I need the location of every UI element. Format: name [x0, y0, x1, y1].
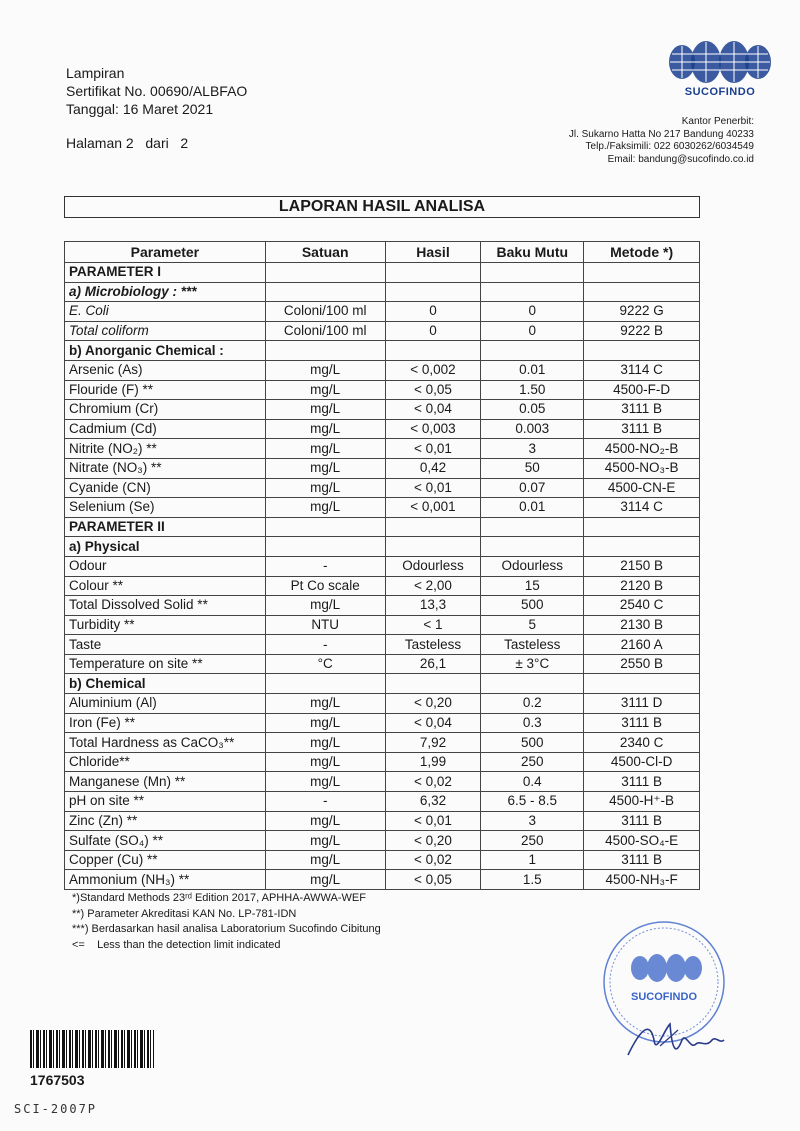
cell-satuan: NTU — [265, 615, 385, 635]
table-row — [65, 400, 700, 420]
cell-baku-mutu — [481, 263, 584, 283]
cell-metode: 2540 C — [584, 596, 700, 616]
cell-baku-mutu: 5 — [481, 615, 584, 635]
cell-satuan: mg/L — [265, 850, 385, 870]
cell-satuan: mg/L — [265, 419, 385, 439]
cell-satuan — [265, 537, 385, 557]
cell-hasil — [385, 537, 481, 557]
cell-satuan: mg/L — [265, 380, 385, 400]
table-row — [65, 850, 700, 870]
cell-baku-mutu — [481, 674, 584, 694]
table-row — [65, 772, 700, 792]
cell-baku-mutu: 0.05 — [481, 400, 584, 420]
cell-metode: 3114 C — [584, 360, 700, 380]
footnote-detection-limit: <= Less than the detection limit indicated — [72, 938, 281, 951]
cell-parameter: b) Chemical — [65, 674, 266, 694]
cell-baku-mutu — [481, 282, 584, 302]
cell-hasil: 26,1 — [385, 654, 481, 674]
cell-parameter: Flouride (F) ** — [65, 380, 266, 400]
cell-satuan: mg/L — [265, 400, 385, 420]
office-address: Jl. Sukarno Hatta No 217 Bandung 40233 — [568, 128, 754, 140]
cell-satuan: mg/L — [265, 811, 385, 831]
cell-hasil: < 0,20 — [385, 694, 481, 714]
header-lampiran: Lampiran — [66, 65, 125, 81]
table-row — [65, 419, 700, 439]
cell-metode: 3111 B — [584, 850, 700, 870]
cell-satuan: Coloni/100 ml — [265, 302, 385, 322]
cell-baku-mutu: 0 — [481, 321, 584, 341]
cell-metode: 3111 B — [584, 811, 700, 831]
cell-parameter: Chloride** — [65, 752, 266, 772]
footnote-accreditation: **) Parameter Akreditasi KAN No. LP-781-IDN — [72, 907, 297, 920]
cell-baku-mutu: 15 — [481, 576, 584, 596]
cell-hasil: < 0,05 — [385, 870, 481, 890]
cell-parameter: b) Anorganic Chemical : — [65, 341, 266, 361]
cell-parameter: Odour — [65, 556, 266, 576]
cell-metode: 3111 D — [584, 694, 700, 714]
cell-parameter: Nitrite (NO₂) ** — [65, 439, 266, 459]
cell-metode: 4500-H⁺-B — [584, 792, 700, 812]
table-row — [65, 811, 700, 831]
cell-metode: 2550 B — [584, 654, 700, 674]
cell-baku-mutu: 250 — [481, 831, 584, 851]
office-label: Kantor Penerbit: — [681, 116, 754, 127]
cell-parameter: PARAMETER II — [65, 517, 266, 537]
cell-hasil: < 0,20 — [385, 831, 481, 851]
cell-parameter: Arsenic (As) — [65, 360, 266, 380]
cell-satuan — [265, 282, 385, 302]
footnote-standard: *)Standard Methods 23ʳᵈ Edition 2017, APHHA-AWWA-WEF — [72, 892, 366, 904]
cell-metode: 2160 A — [584, 635, 700, 655]
cell-metode: 3111 B — [584, 713, 700, 733]
cell-baku-mutu: 6.5 - 8.5 — [481, 792, 584, 812]
cell-satuan: mg/L — [265, 733, 385, 753]
cell-parameter: Total Dissolved Solid ** — [65, 596, 266, 616]
table-row — [65, 733, 700, 753]
cell-metode: 3114 C — [584, 498, 700, 518]
cell-baku-mutu: 500 — [481, 596, 584, 616]
cell-metode: 2120 B — [584, 576, 700, 596]
cell-baku-mutu — [481, 537, 584, 557]
cell-parameter: Aluminium (Al) — [65, 694, 266, 714]
cell-parameter: Cadmium (Cd) — [65, 419, 266, 439]
report-title: LAPORAN HASIL ANALISA — [64, 196, 700, 218]
cell-parameter: Taste — [65, 635, 266, 655]
footnotes — [72, 891, 381, 953]
cell-hasil — [385, 282, 481, 302]
cell-satuan: mg/L — [265, 772, 385, 792]
table-row — [65, 654, 700, 674]
cell-hasil: 1,99 — [385, 752, 481, 772]
certificate-date: Tanggal: 16 Maret 2021 — [66, 101, 214, 117]
table-row — [65, 458, 700, 478]
cell-satuan: mg/L — [265, 713, 385, 733]
cell-metode: 9222 G — [584, 302, 700, 322]
cell-hasil: Odourless — [385, 556, 481, 576]
cell-hasil: < 0,04 — [385, 713, 481, 733]
cell-metode — [584, 282, 700, 302]
cell-satuan — [265, 674, 385, 694]
cell-parameter: Iron (Fe) ** — [65, 713, 266, 733]
col-satuan: Satuan — [265, 242, 385, 263]
signature-icon — [620, 1010, 730, 1065]
certificate-number: Sertifikat No. 00690/ALBFAO — [66, 83, 248, 99]
footnote-lab: ***) Berdasarkan hasil analisa Laboratorium Sucofindo Cibitung — [72, 923, 381, 935]
cell-parameter: Manganese (Mn) ** — [65, 772, 266, 792]
cell-hasil: < 0,02 — [385, 850, 481, 870]
cell-parameter: E. Coli — [65, 302, 266, 322]
table-section-row — [65, 674, 700, 694]
table-row — [65, 615, 700, 635]
cell-baku-mutu: 0 — [481, 302, 584, 322]
cell-satuan: mg/L — [265, 752, 385, 772]
cell-baku-mutu: 0.07 — [481, 478, 584, 498]
office-phone: Telp./Faksimili: 022 6030262/6034549 — [585, 141, 754, 152]
cell-metode — [584, 263, 700, 283]
table-row — [65, 439, 700, 459]
cell-baku-mutu: 1 — [481, 850, 584, 870]
table-row — [65, 360, 700, 380]
cell-parameter: Zinc (Zn) ** — [65, 811, 266, 831]
cell-satuan: - — [265, 792, 385, 812]
cell-parameter: PARAMETER I — [65, 263, 266, 283]
cell-hasil: < 0,01 — [385, 439, 481, 459]
cell-metode — [584, 674, 700, 694]
cell-metode: 4500-F-D — [584, 380, 700, 400]
cell-hasil: Tasteless — [385, 635, 481, 655]
cell-baku-mutu — [481, 517, 584, 537]
analysis-table — [64, 241, 700, 890]
cell-metode: 3111 B — [584, 419, 700, 439]
cell-hasil: < 0,05 — [385, 380, 481, 400]
table-section-row — [65, 341, 700, 361]
cell-parameter: pH on site ** — [65, 792, 266, 812]
cell-satuan: mg/L — [265, 439, 385, 459]
cell-metode: 4500-NH₃-F — [584, 870, 700, 890]
cell-metode: 2130 B — [584, 615, 700, 635]
cell-satuan: mg/L — [265, 498, 385, 518]
cell-hasil: 6,32 — [385, 792, 481, 812]
cell-parameter: a) Microbiology : *** — [65, 282, 266, 302]
cell-metode: 4500-CN-E — [584, 478, 700, 498]
table-row — [65, 478, 700, 498]
cell-hasil: < 0,01 — [385, 811, 481, 831]
cell-baku-mutu — [481, 341, 584, 361]
document-header — [66, 64, 247, 152]
cell-hasil: < 0,01 — [385, 478, 481, 498]
cell-metode: 2340 C — [584, 733, 700, 753]
table-header-row — [65, 242, 700, 263]
cell-hasil: 13,3 — [385, 596, 481, 616]
cell-hasil: < 2,00 — [385, 576, 481, 596]
cell-metode: 2150 B — [584, 556, 700, 576]
cell-baku-mutu: 3 — [481, 439, 584, 459]
cell-metode: 4500-Cl-D — [584, 752, 700, 772]
cell-satuan: mg/L — [265, 596, 385, 616]
cell-parameter: Cyanide (CN) — [65, 478, 266, 498]
cell-baku-mutu: 500 — [481, 733, 584, 753]
cell-baku-mutu: 1.5 — [481, 870, 584, 890]
cell-baku-mutu: 3 — [481, 811, 584, 831]
table-row — [65, 713, 700, 733]
cell-baku-mutu: 1.50 — [481, 380, 584, 400]
cell-metode — [584, 341, 700, 361]
cell-satuan: mg/L — [265, 831, 385, 851]
cell-baku-mutu: Odourless — [481, 556, 584, 576]
cell-hasil: < 0,02 — [385, 772, 481, 792]
table-row — [65, 831, 700, 851]
cell-satuan: mg/L — [265, 694, 385, 714]
cell-baku-mutu: 0.3 — [481, 713, 584, 733]
cell-satuan: Coloni/100 ml — [265, 321, 385, 341]
table-row — [65, 556, 700, 576]
cell-baku-mutu: ± 3°C — [481, 654, 584, 674]
cell-hasil: 7,92 — [385, 733, 481, 753]
cell-hasil: 0 — [385, 302, 481, 322]
cell-metode: 4500-NO₂-B — [584, 439, 700, 459]
cell-satuan: - — [265, 556, 385, 576]
cell-parameter: Turbidity ** — [65, 615, 266, 635]
cell-hasil: < 0,002 — [385, 360, 481, 380]
cell-hasil: < 0,001 — [385, 498, 481, 518]
table-section-row — [65, 517, 700, 537]
cell-hasil: < 1 — [385, 615, 481, 635]
cell-satuan — [265, 341, 385, 361]
table-row — [65, 576, 700, 596]
cell-parameter: Sulfate (SO₄) ** — [65, 831, 266, 851]
cell-satuan: mg/L — [265, 478, 385, 498]
cell-satuan: °C — [265, 654, 385, 674]
table-row — [65, 498, 700, 518]
table-row — [65, 380, 700, 400]
cell-parameter: Temperature on site ** — [65, 654, 266, 674]
table-row — [65, 596, 700, 616]
table-row — [65, 792, 700, 812]
logo-wordmark: SUCOFINDO — [684, 86, 756, 98]
cell-parameter: Chromium (Cr) — [65, 400, 266, 420]
cell-parameter: Copper (Cu) ** — [65, 850, 266, 870]
table-section-row — [65, 263, 700, 283]
cell-satuan: mg/L — [265, 360, 385, 380]
cell-hasil — [385, 341, 481, 361]
barcode-icon — [30, 1030, 154, 1068]
cell-hasil: 0 — [385, 321, 481, 341]
cell-satuan: Pt Co scale — [265, 576, 385, 596]
cell-satuan: - — [265, 635, 385, 655]
table-body — [65, 263, 700, 890]
cell-metode: 3111 B — [584, 400, 700, 420]
table-row — [65, 635, 700, 655]
cell-baku-mutu: 0.003 — [481, 419, 584, 439]
cell-parameter: Colour ** — [65, 576, 266, 596]
cell-metode: 4500-NO₃-B — [584, 458, 700, 478]
table-row — [65, 302, 700, 322]
table-row — [65, 870, 700, 890]
cell-baku-mutu: 0.01 — [481, 498, 584, 518]
cell-hasil: < 0,04 — [385, 400, 481, 420]
col-baku-mutu: Baku Mutu — [481, 242, 584, 263]
form-code: SCI-2007P — [14, 1102, 98, 1116]
col-hasil: Hasil — [385, 242, 481, 263]
cell-hasil: < 0,003 — [385, 419, 481, 439]
table-row — [65, 321, 700, 341]
cell-satuan — [265, 517, 385, 537]
cell-hasil — [385, 674, 481, 694]
cell-baku-mutu: 0.4 — [481, 772, 584, 792]
cell-hasil — [385, 517, 481, 537]
cell-parameter: Ammonium (NH₃) ** — [65, 870, 266, 890]
cell-metode: 3111 B — [584, 772, 700, 792]
table-section-row — [65, 282, 700, 302]
table-section-row — [65, 537, 700, 557]
cell-hasil: 0,42 — [385, 458, 481, 478]
issuing-office — [569, 116, 754, 166]
col-metode: Metode *) — [584, 242, 700, 263]
cell-parameter: Total coliform — [65, 321, 266, 341]
cell-metode — [584, 517, 700, 537]
table-row — [65, 752, 700, 772]
office-email: Email: bandung@sucofindo.co.id — [607, 153, 754, 165]
cell-metode: 4500-SO₄-E — [584, 831, 700, 851]
cell-metode: 9222 B — [584, 321, 700, 341]
cell-baku-mutu: 0.01 — [481, 360, 584, 380]
cell-satuan: mg/L — [265, 870, 385, 890]
cell-parameter: a) Physical — [65, 537, 266, 557]
cell-metode — [584, 537, 700, 557]
col-parameter: Parameter — [65, 242, 266, 263]
cell-satuan — [265, 263, 385, 283]
stamp-wordmark: SUCOFINDO — [631, 991, 697, 1003]
barcode-number: 1767503 — [30, 1072, 85, 1088]
cell-baku-mutu: 0.2 — [481, 694, 584, 714]
cell-baku-mutu: Tasteless — [481, 635, 584, 655]
page-indicator: Halaman 2 dari 2 — [66, 135, 189, 151]
cell-parameter: Selenium (Se) — [65, 498, 266, 518]
table-row — [65, 694, 700, 714]
cell-baku-mutu: 250 — [481, 752, 584, 772]
cell-baku-mutu: 50 — [481, 458, 584, 478]
cell-parameter: Total Hardness as CaCO₃** — [65, 733, 266, 753]
cell-hasil — [385, 263, 481, 283]
cell-parameter: Nitrate (NO₃) ** — [65, 458, 266, 478]
cell-satuan: mg/L — [265, 458, 385, 478]
